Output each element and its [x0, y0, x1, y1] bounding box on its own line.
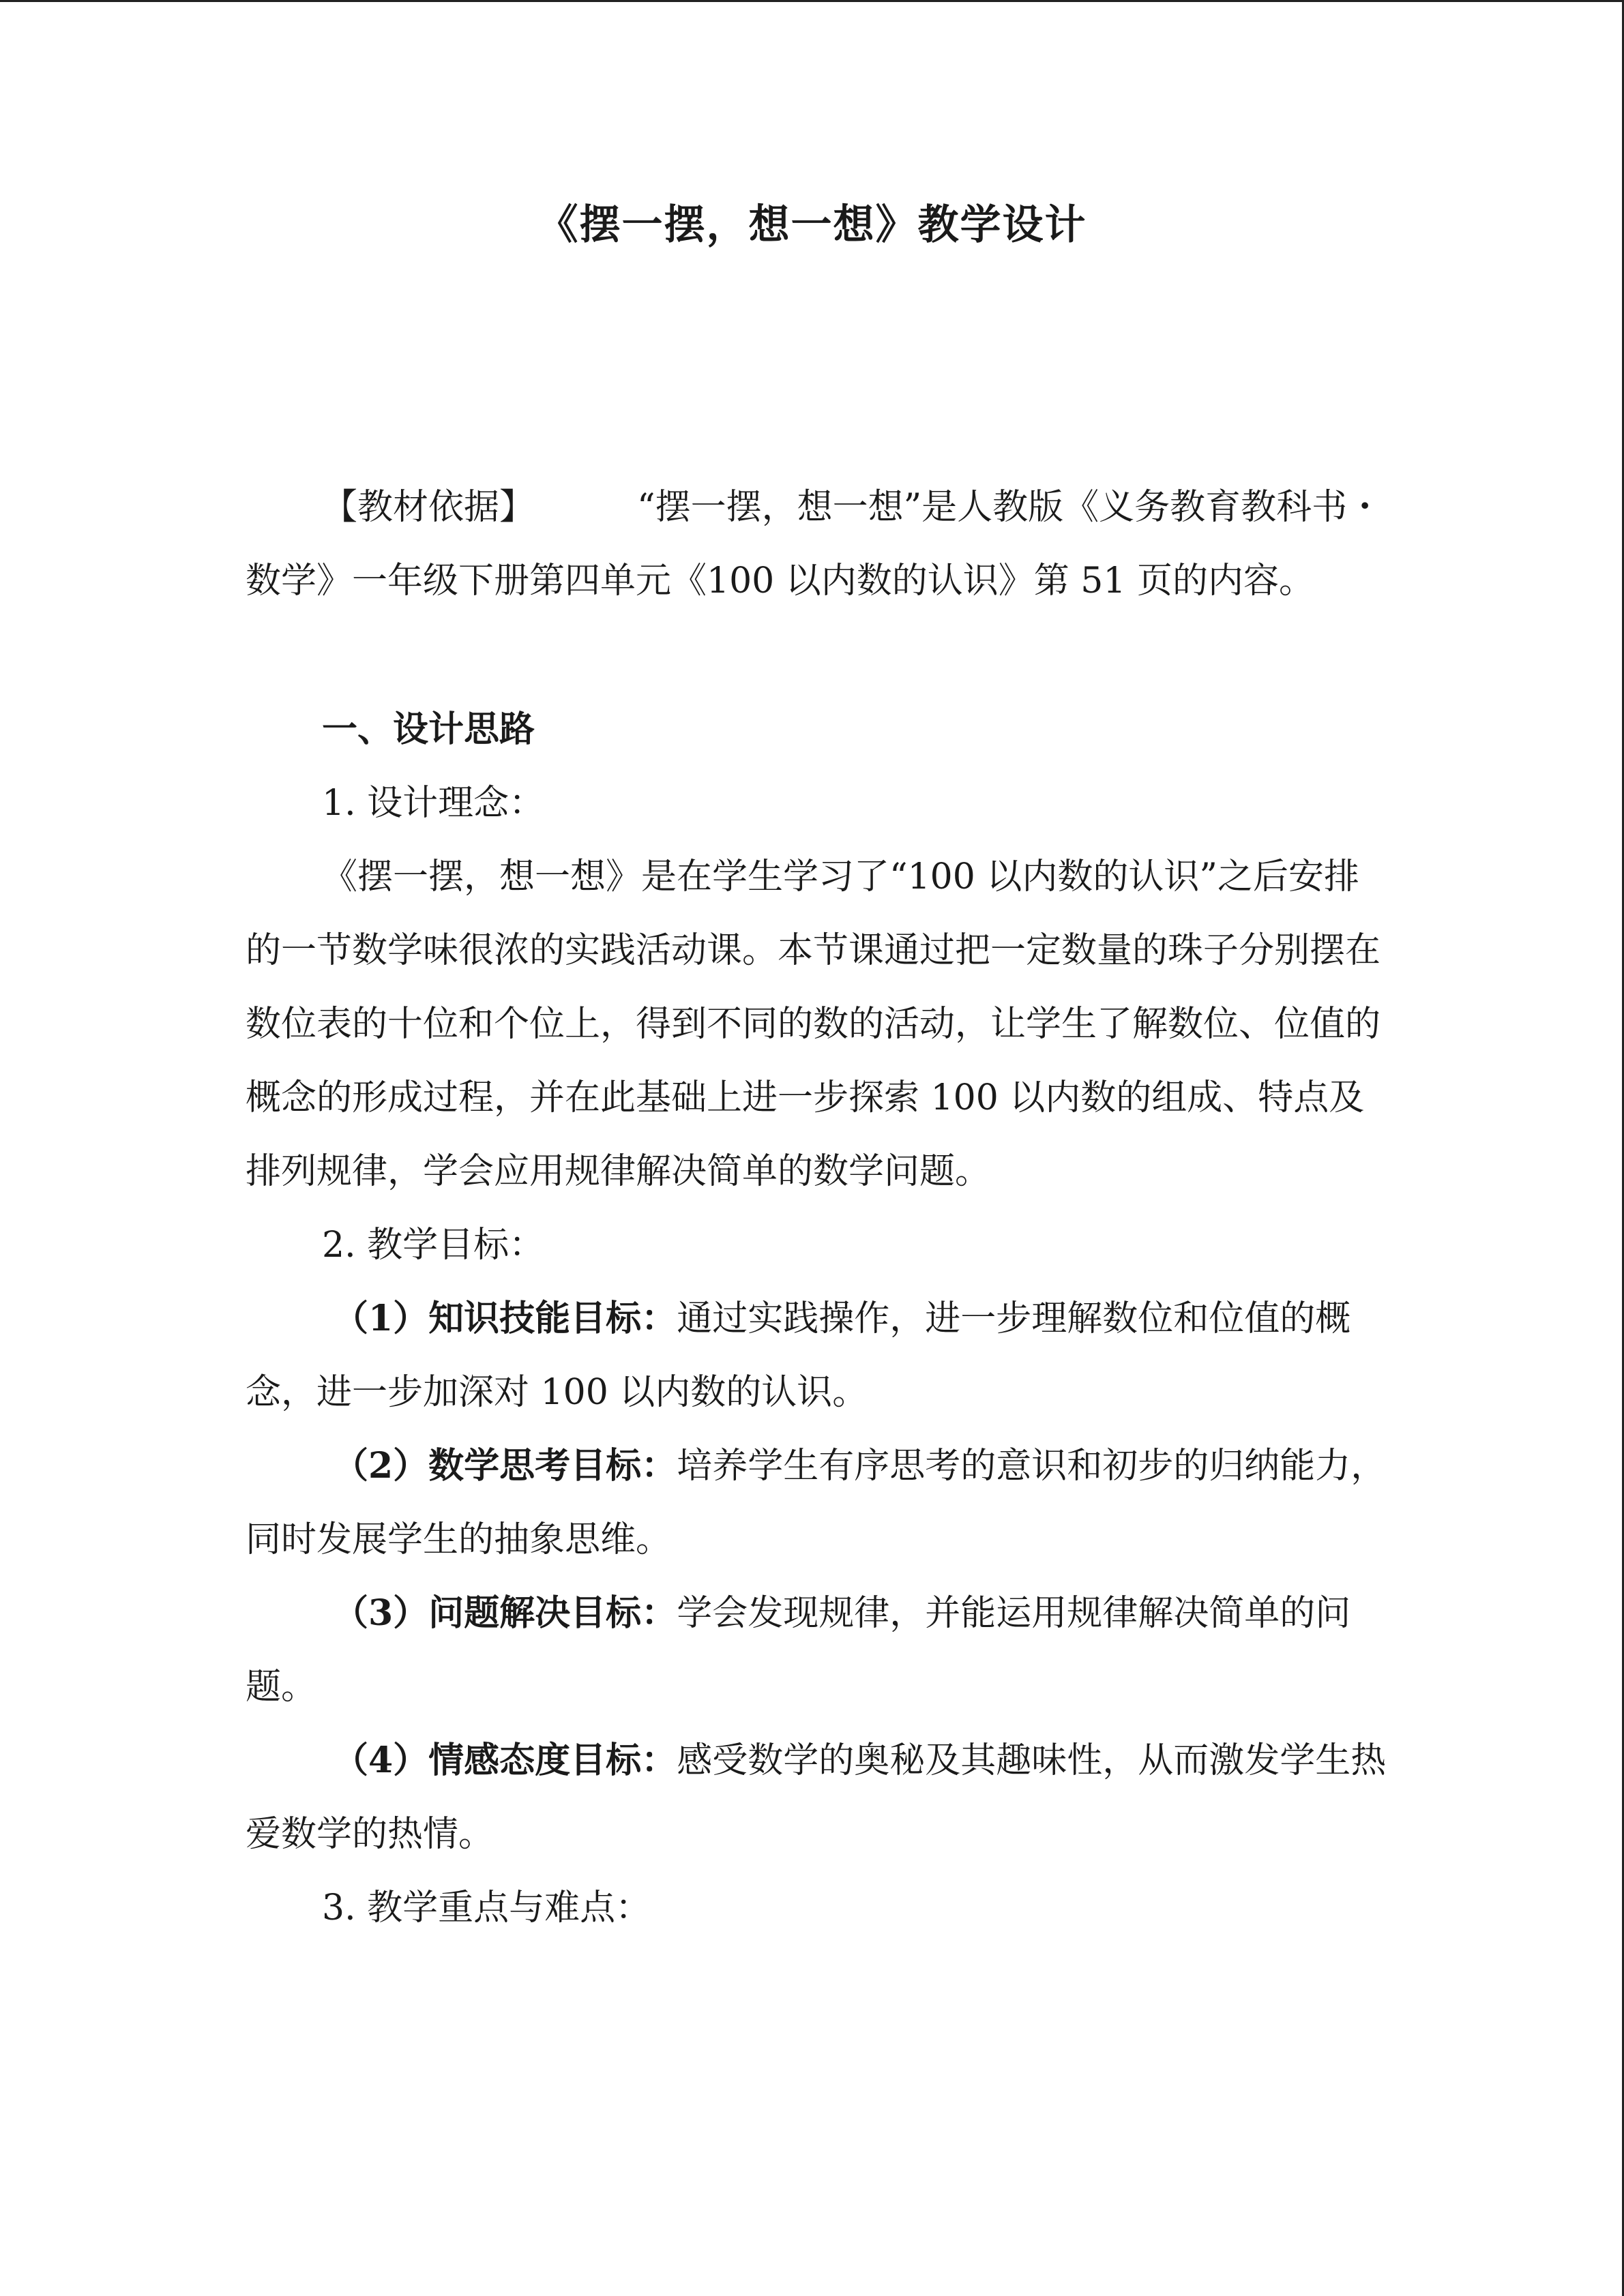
- goal-text: 感受数学的奥秘及其趣味性，从而激发学生热爱数学的热情。: [246, 1740, 1387, 1855]
- page-title: 《摆一摆，想一想》教学设计: [537, 201, 1087, 249]
- basis-text: “摆一摆，想一想”是人教版《义务教育教科书・数学》一年级下册第四单元《100 以内数的认识》第 51 页的内容。: [246, 487, 1383, 601]
- goal-label: （3）问题解决目标：: [333, 1592, 677, 1634]
- goal-text: 学会发现规律，并能运用规律解决简单的问题。: [246, 1593, 1351, 1708]
- goal-paragraph: [246, 1282, 1391, 1429]
- goal-label: （1）知识技能目标：: [333, 1298, 677, 1339]
- goal-paragraph: [246, 1724, 1391, 1871]
- goal-label: （2）数学思考目标：: [333, 1445, 677, 1487]
- item-label-key-points: 3. 教学重点与难点：: [322, 1888, 651, 1928]
- goal-text: 通过实践操作，进一步理解数位和位值的概念，进一步加深对 100 以内数的认识。: [246, 1298, 1351, 1413]
- design-concept-paragraph: 《摆一摆，想一想》是在学生学习了“100 以内数的认识”之后安排的一节数学味很浓的实践活动课。本节课通过把一定数量的珠子分别摆在数位表的十位和个位上，得到不同的数的活动，让学生了解数位、位值的概念的形成过程，并在此基础上进一步探索 100 以内数的组成、特点及排列规律，学会应用规律解决简单的数学问题。: [246, 856, 1381, 1192]
- goal-text: 培养学生有序思考的意识和初步的归纳能力，同时发展学生的抽象思维。: [246, 1446, 1387, 1560]
- item-label-teaching-goals: 2. 教学目标：: [322, 1225, 545, 1266]
- basis-paragraph: [246, 471, 1391, 618]
- section-heading: 一、设计思路: [322, 709, 535, 750]
- goal-paragraph: [246, 1429, 1391, 1577]
- spacer: [246, 618, 1391, 693]
- page-border-top: [0, 0, 1624, 2]
- basis-label: 【教材依据】: [322, 487, 535, 528]
- goal-label: （4）情感态度目标：: [333, 1740, 677, 1781]
- goal-paragraph: [246, 1577, 1391, 1724]
- document-body: [246, 471, 1391, 1945]
- item-label-design-concept: 1. 设计理念：: [322, 783, 545, 824]
